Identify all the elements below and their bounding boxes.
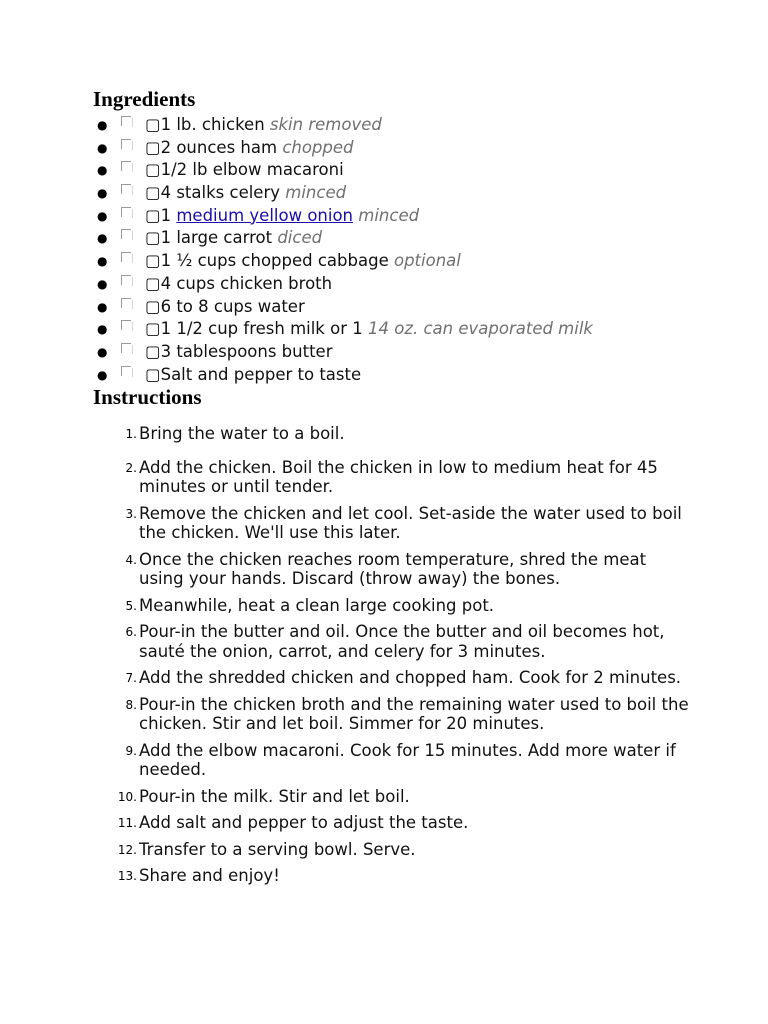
ingredient-text [145,273,332,296]
checkbox-glyph-icon: ▢ [145,273,161,293]
bullet-icon: ● [97,254,108,269]
instruction-step [93,550,693,589]
step-number: 13. [117,869,137,883]
ingredient-text [145,250,461,273]
ingredient-link[interactable]: medium yellow onion [176,205,354,225]
ingredient-text [145,114,382,137]
ingredient-text [145,159,344,182]
ingredient-text [145,227,322,250]
step-number: 9. [125,743,137,758]
step-number: 5. [125,598,137,613]
ingredient-quantity: 1 [160,205,172,225]
step-number: 12. [117,842,137,857]
ingredient-item [93,227,733,250]
bullet-icon: ● [97,208,108,223]
checkbox[interactable] [121,366,131,376]
ingredient-item [93,341,733,364]
ingredient-item [93,364,733,387]
instruction-step [93,866,693,886]
step-text: Remove the chicken and let cool. Set-aside the water used to boil the chicken. We'll use this later. [139,503,682,542]
step-number: 7. [125,671,137,685]
checkbox[interactable] [121,320,131,330]
ingredients-heading: Ingredients [93,87,196,111]
bullet-icon: ● [97,344,108,359]
instruction-step [93,458,693,497]
bullet-icon: ● [97,276,108,291]
ingredient-quantity: 1 ½ cups chopped cabbage [160,251,389,271]
instruction-step [93,424,693,444]
ingredient-item [93,296,733,319]
checkbox[interactable] [121,252,131,262]
checkbox-glyph-icon: ▢ [145,137,161,157]
step-text: Once the chicken reaches room temperature, shred the meat using your hands. Discard (throw away) the bones. [139,549,647,588]
step-text: Pour-in the butter and oil. Once the butter and oil becomes hot, sauté the onion, carrot, and celery for 3 minutes. [139,622,665,661]
step-number: 10. [117,789,137,804]
step-number: 8. [125,697,137,712]
checkbox-glyph-icon: ▢ [145,296,161,316]
ingredient-item [93,273,733,296]
step-number: 1. [125,427,137,441]
step-text: Meanwhile, heat a clean large cooking pot. [139,595,495,615]
instructions-heading: Instructions [93,385,202,409]
ingredient-text [145,364,361,387]
step-text: Add the chicken. Boil the chicken in low to medium heat for 45 minutes or until tender. [139,457,658,496]
ingredient-quantity: 2 ounces ham [160,137,278,157]
instruction-step [93,840,693,860]
ingredient-text [145,182,346,205]
ingredient-quantity: 3 tablespoons butter [160,341,333,361]
ingredient-note: minced [285,183,347,203]
ingredient-note: diced [277,228,323,248]
step-text: Transfer to a serving bowl. Serve. [139,839,416,859]
checkbox-glyph-icon: ▢ [145,251,161,271]
instruction-step [93,741,693,780]
ingredient-quantity: 1/2 lb elbow macaroni [160,160,344,180]
instruction-step [93,668,693,688]
ingredient-quantity: 6 to 8 cups water [160,296,305,316]
step-text: Share and enjoy! [139,866,280,885]
checkbox[interactable] [121,139,131,149]
instructions-list [93,424,693,893]
ingredient-note: chopped [282,137,354,157]
bullet-icon: ● [97,118,108,132]
ingredient-quantity: 1 1/2 cup fresh milk or 1 [160,319,363,339]
instruction-step [93,504,693,543]
step-number: 4. [125,552,137,567]
checkbox-glyph-icon: ▢ [145,364,161,384]
ingredient-item [93,137,733,160]
ingredient-item [93,250,733,273]
step-text: Pour-in the milk. Stir and let boil. [139,786,410,806]
bullet-icon: ● [97,163,108,178]
ingredient-quantity: 4 cups chicken broth [160,273,333,293]
checkbox[interactable] [121,229,131,239]
checkbox-glyph-icon: ▢ [145,115,161,134]
instruction-step [93,695,693,734]
step-text: Bring the water to a boil. [139,424,345,443]
ingredient-quantity: 1 lb. chicken [160,115,265,134]
bullet-icon: ● [97,231,108,246]
ingredient-quantity: 1 large carrot [160,228,273,248]
ingredient-note: 14 oz. can evaporated milk [367,319,593,339]
checkbox-glyph-icon: ▢ [145,205,161,225]
checkbox-glyph-icon: ▢ [145,341,161,361]
instruction-step [93,787,693,807]
bullet-icon: ● [97,367,108,382]
step-number: 11. [117,816,137,830]
ingredient-item [93,182,733,205]
checkbox-glyph-icon: ▢ [145,160,161,180]
step-number: 3. [125,506,137,521]
checkbox-glyph-icon: ▢ [145,319,161,339]
ingredient-quantity: 4 stalks celery [160,183,281,203]
step-number: 6. [125,625,137,639]
instruction-step [93,596,693,616]
step-text: Add salt and pepper to adjust the taste. [139,813,469,832]
step-number: 2. [125,460,137,475]
ingredient-text [145,205,419,228]
ingredient-item [93,205,733,228]
checkbox[interactable] [121,116,131,126]
checkbox[interactable] [121,184,131,194]
ingredient-item [93,159,733,182]
step-text: Add the shredded chicken and chopped ham. Cook for 2 minutes. [139,668,682,687]
checkbox[interactable] [121,207,131,217]
checkbox-glyph-icon: ▢ [145,183,161,203]
bullet-icon: ● [97,299,108,314]
checkbox[interactable] [121,343,131,353]
checkbox-glyph-icon: ▢ [145,228,161,248]
checkbox[interactable] [121,161,131,171]
ingredient-note: minced [358,205,420,225]
bullet-icon: ● [97,322,108,337]
bullet-icon: ● [97,186,108,201]
instruction-step [93,622,693,661]
instruction-step [93,813,693,833]
ingredient-item [93,318,733,341]
ingredient-note: optional [393,251,461,271]
step-text: Pour-in the chicken broth and the remaining water used to boil the chicken. Stir and let boil. Simmer for 20 minutes. [139,694,689,733]
ingredient-text [145,137,354,160]
ingredient-text [145,341,333,364]
ingredients-list [93,114,733,386]
checkbox[interactable] [121,298,131,308]
checkbox[interactable] [121,275,131,285]
ingredient-text [145,318,593,341]
ingredient-note: skin removed [269,115,382,134]
ingredient-item [93,114,733,137]
step-text: Add the elbow macaroni. Cook for 15 minutes. Add more water if needed. [139,740,676,779]
ingredient-text [145,296,305,319]
bullet-icon: ● [97,140,108,155]
ingredient-quantity: Salt and pepper to taste [160,364,362,384]
